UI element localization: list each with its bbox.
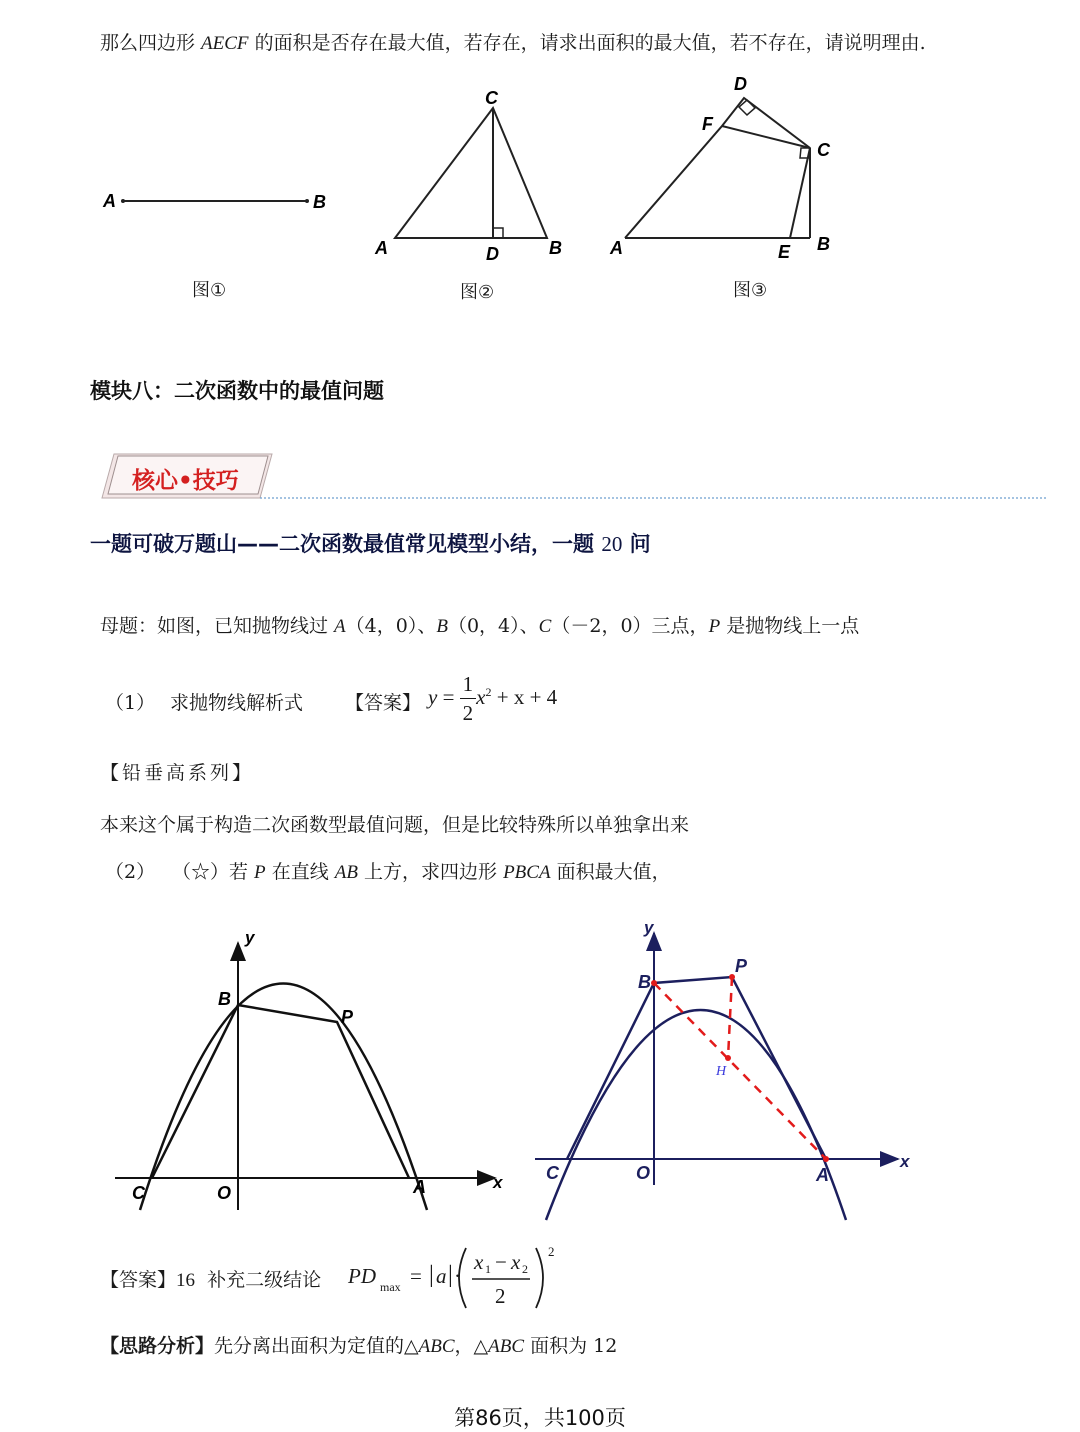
label-x: x (493, 1173, 503, 1192)
label-b: B (638, 972, 651, 992)
point-a (121, 199, 125, 203)
section-banner (100, 452, 1050, 504)
label-c: C (485, 88, 498, 108)
label-y: y (644, 918, 654, 937)
parabola (546, 1010, 846, 1220)
subtitle: 一题可破万题山——二次函数最值常见模型小结，一题 20 问 (90, 532, 651, 556)
triangle-abc (395, 108, 547, 238)
right-angle-mark (493, 228, 503, 238)
answer2-text: 【答案】16 补充二级结论 (100, 1269, 322, 1291)
label-d: D (734, 74, 747, 94)
caption-fig1: 图① (192, 280, 227, 301)
label-f: F (702, 114, 713, 134)
label-o: O (636, 1163, 651, 1183)
top-question: 那么四边形 AECF 的面积是否存在最大值，若存在，请求出面积的最大值，若不存在，请说明理由. (100, 32, 926, 54)
label-b: B (549, 238, 562, 258)
module-title: 模块八：二次函数中的最值问题 (90, 379, 384, 403)
label-o: O (217, 1183, 232, 1203)
label-e: E (778, 242, 791, 262)
label-a: A (610, 238, 623, 258)
graph-right (530, 915, 920, 1225)
label-b: B (218, 989, 231, 1009)
point-h (725, 1055, 731, 1061)
shape-name: AECF (201, 33, 249, 54)
figure-2 (365, 80, 575, 270)
quadrilateral-pbca (152, 1005, 409, 1178)
label-y: y (245, 928, 255, 947)
q1-equation: y = $\frac{1}{2}$ $x^2 + x + 4$ (428, 672, 558, 725)
label-a: A (103, 191, 116, 211)
edges-a-f-d-c (625, 98, 810, 238)
analysis: 【思路分析】先分离出面积为定值的△ABC，△ABC 面积为 12 (100, 1335, 618, 1357)
mother-problem: 母题：如图，已知抛物线过 A（4，0）、B（0，4）、C（－2，0）三点，P 是抛物线上一点 (100, 615, 860, 637)
dashed-line-ab (654, 983, 826, 1159)
label-p: P (735, 956, 748, 976)
label-b: B (817, 234, 830, 254)
point-b (305, 199, 309, 203)
label-x: x (900, 1152, 910, 1171)
label-d: D (486, 244, 499, 264)
series-label: 【铅垂高系列】 (100, 762, 255, 784)
point-b (651, 980, 657, 986)
quadrilateral-pbca (567, 977, 826, 1159)
caption-fig3: 图③ (733, 280, 768, 301)
edge-ec (790, 148, 810, 238)
label-a: A (413, 1177, 426, 1197)
caption-fig2: 图② (460, 282, 495, 303)
pd-formula: PD max = | a | · x 1 − x 2 2 2 (348, 1244, 568, 1314)
q2-text: （☆）若 P 在直线 AB 上方，求四边形 PBCA 面积最大值， (172, 861, 671, 883)
label-a: A (375, 238, 388, 258)
point-a (823, 1156, 829, 1162)
figure-1 (95, 180, 345, 230)
label-c: C (817, 140, 830, 160)
label-a: A (816, 1165, 829, 1185)
page-footer: 第86页，共100页 (454, 1406, 626, 1430)
label-h: H (716, 1064, 727, 1079)
label-c: C (546, 1163, 559, 1183)
graph-left (105, 925, 515, 1220)
q2-number: （2） (105, 861, 156, 883)
q1-number: （1） (105, 692, 156, 714)
fraction-half: $\frac{1}{2}$ (460, 674, 477, 724)
label-b: B (313, 192, 326, 212)
label-p: P (341, 1007, 354, 1027)
q1-answer-label: 【答案】 (345, 692, 422, 714)
note-text: 本来这个属于构造二次函数型最值问题，但是比较特殊所以单独拿出来 (100, 814, 690, 836)
q1-text: 求抛物线解析式 (170, 692, 304, 714)
label-c: C (132, 1183, 145, 1203)
banner-text: 核心•技巧 (132, 468, 239, 494)
figure-3 (600, 70, 850, 270)
parabola (140, 984, 427, 1211)
